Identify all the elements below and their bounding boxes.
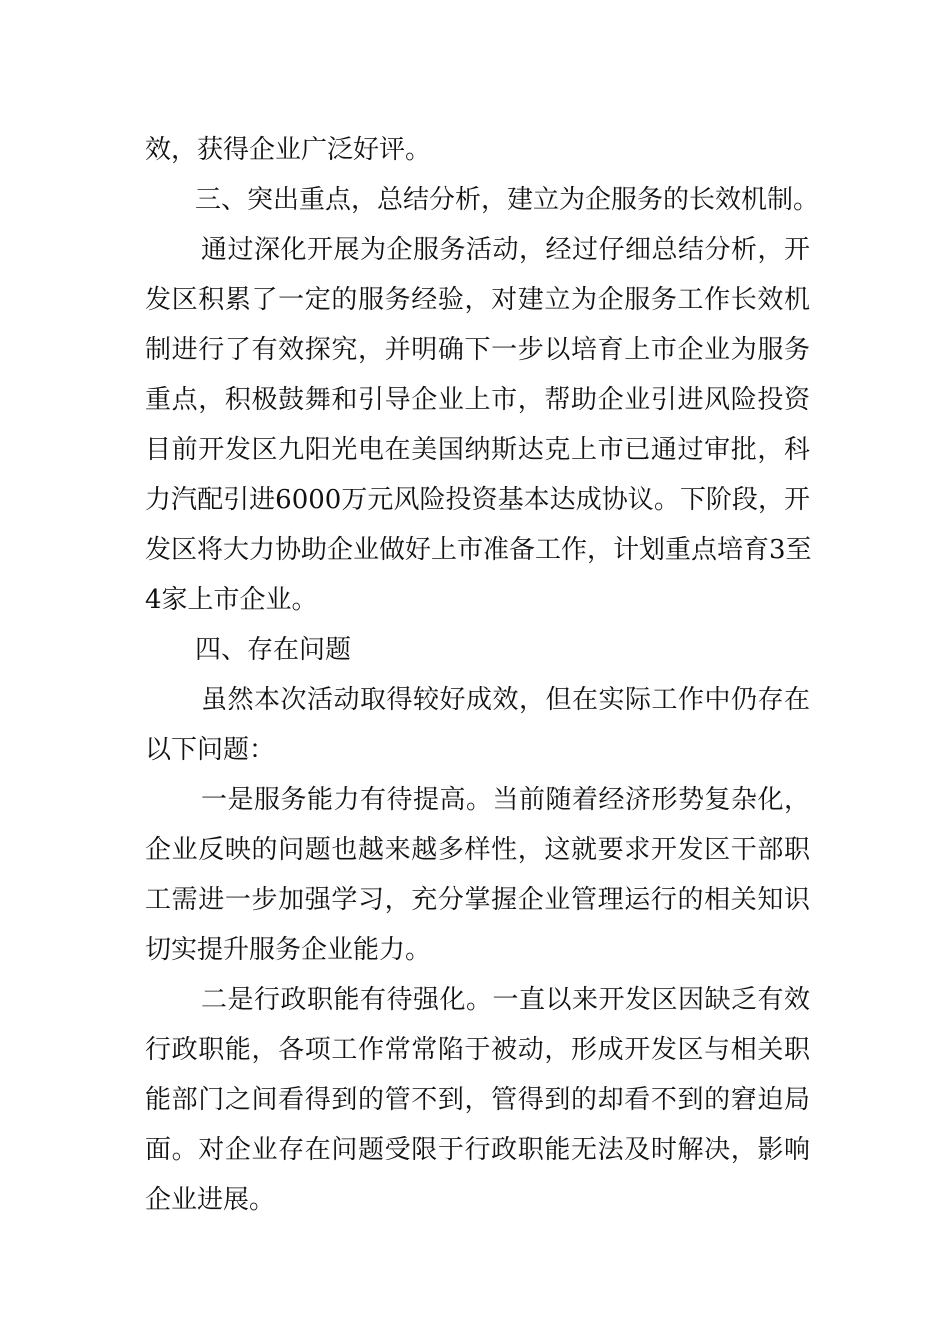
text-line: 制进行了有效探究，并明确下一步以培育上市企业为服务 (145, 335, 810, 365)
text-line: 效，获得企业广泛好评。 (145, 135, 432, 165)
text-line: 以下问题： (145, 735, 276, 765)
text-line: 切实提升服务企业能力。 (145, 935, 432, 965)
text-line: 能部门之间看得到的管不到，管得到的却看不到的窘迫局 (145, 1085, 810, 1115)
text-line: 工需进一步加强学习，充分掌握企业管理运行的相关知识 (145, 885, 810, 915)
text-line: 一是服务能力有待提高。当前随着经济形势复杂化， (201, 785, 810, 815)
text-line: 企业进展。 (145, 1185, 276, 1215)
section-heading: 四、存在问题 (195, 635, 352, 665)
text-line: 虽然本次活动取得较好成效，但在实际工作中仍存在 (201, 685, 810, 715)
text-line: 面。对企业存在问题受限于行政职能无法及时解决，影响 (145, 1135, 810, 1165)
text-line: 4家上市企业。 (145, 585, 318, 615)
text-line: 发区将大力协助企业做好上市准备工作，计划重点培育3至 (145, 535, 812, 565)
text-line: 重点，积极鼓舞和引导企业上市，帮助企业引进风险投资 (145, 385, 810, 415)
text-line: 发区积累了一定的服务经验，对建立为企服务工作长效机 (145, 285, 810, 315)
section-heading: 三、突出重点，总结分析，建立为企服务的长效机制。 (195, 185, 820, 215)
text-line: 企业反映的问题也越来越多样性，这就要求开发区干部职 (145, 835, 810, 865)
text-line: 通过深化开展为企服务活动，经过仔细总结分析，开 (201, 235, 810, 265)
body-text (145, 125, 820, 1225)
text-line: 行政职能，各项工作常常陷于被动，形成开发区与相关职 (145, 1035, 810, 1065)
text-line: 二是行政职能有待强化。一直以来开发区因缺乏有效 (201, 985, 810, 1015)
text-line: 目前开发区九阳光电在美国纳斯达克上市已通过审批，科 (145, 435, 810, 465)
text-line: 力汽配引进6000万元风险投资基本达成协议。下阶段，开 (145, 485, 810, 515)
